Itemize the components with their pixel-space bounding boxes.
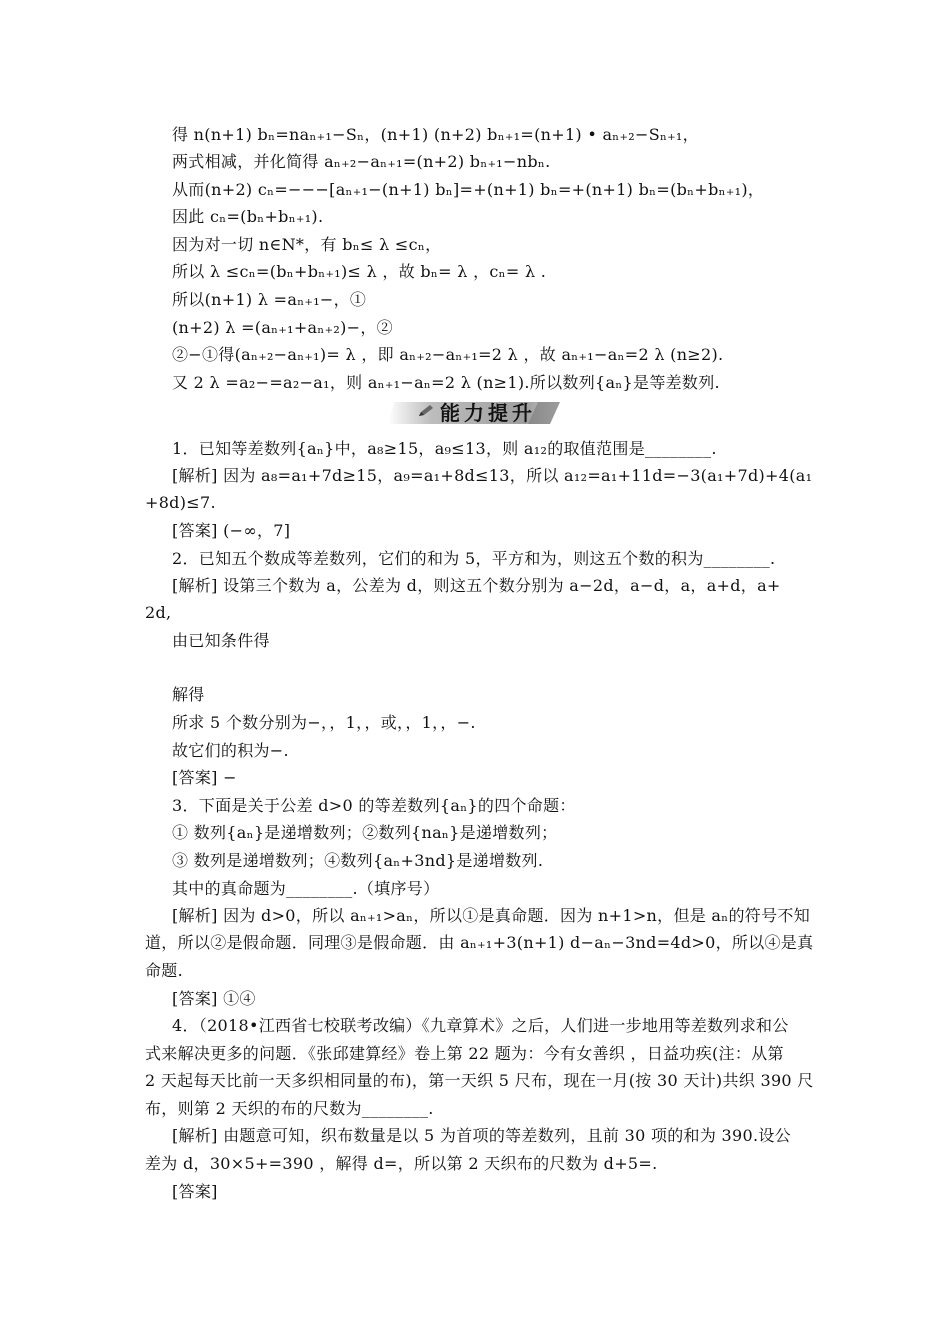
answer-line: [答案] ①④ [172, 989, 256, 1008]
text-line: 因此 cₙ=(bₙ+bₙ₊₁). [172, 207, 324, 226]
analysis-line: +8d)≤7. [145, 493, 216, 512]
analysis-line: 故它们的积为−. [172, 741, 289, 760]
question-line: 其中的真命题为________.（填序号） [172, 879, 440, 898]
analysis-line: 由已知条件得 [172, 631, 270, 650]
section-banner [388, 398, 566, 428]
question-3: 3．下面是关于公差 d>0 的等差数列{aₙ}的四个命题： [172, 796, 576, 815]
question-line: 布，则第 2 天织的布的尺数为________. [145, 1099, 434, 1118]
analysis-line: 2d, [145, 603, 172, 622]
text-line: ②−①得(aₙ₊₂−aₙ₊₁)= λ ，即 aₙ₊₂−aₙ₊₁=2 λ ，故 aₙ₊₁−aₙ=2 λ (n≥2). [172, 345, 724, 364]
text-line: 两式相减，并化简得 aₙ₊₂−aₙ₊₁=(n+2) bₙ₊₁−nbₙ. [172, 152, 551, 171]
section-title: 能力提升 [440, 401, 536, 425]
text-line: 得 n(n+1) bₙ=naₙ₊₁−Sₙ，(n+1) (n+2) bₙ₊₁=(n+1) • aₙ₊₂−Sₙ₊₁， [172, 125, 699, 144]
question-1: 1．已知等差数列{aₙ}中，a₈≥15，a₉≤13，则 a₁₂的取值范围是________. [172, 439, 717, 458]
question-4: 4．（2018•江西省七校联考改编）《九章算术》之后，人们进一步地用等差数列求和公 [172, 1016, 789, 1035]
text-line: 所以 λ ≤cₙ=(bₙ+bₙ₊₁)≤ λ ，故 bₙ= λ ，cₙ= λ . [172, 262, 547, 281]
answer-line: [答案] [172, 1182, 218, 1201]
text-line: 因为对一切 n∈N*，有 bₙ≤ λ ≤cₙ， [172, 235, 442, 254]
analysis-line: 道，所以②是假命题．同理③是假命题．由 aₙ₊₁+3(n+1) d−aₙ−3nd=4d>0，所以④是真 [145, 933, 814, 952]
text-line: (n+2) λ =(aₙ₊₁+aₙ₊₂)−，② [172, 318, 393, 337]
analysis-line: 差为 d，30×5+=390 ，解得 d=，所以第 2 天织布的尺数为 d+5=. [145, 1154, 658, 1173]
text-line: 又 2 λ =a₂−=a₂−a₁，则 aₙ₊₁−aₙ=2 λ (n≥1).所以数列{aₙ}是等差数列. [172, 373, 720, 392]
analysis-line: [解析] 设第三个数为 a，公差为 d，则这五个数分别为 a−2d，a−d，a，a+d，a+ [172, 576, 781, 595]
text-line: 从而(n+2) cₙ=−−−[aₙ₊₁−(n+1) bₙ]=+(n+1) bₙ=+(n+1) bₙ=(bₙ+bₙ₊₁)， [172, 180, 765, 199]
analysis-line: [解析] 因为 d>0，所以 aₙ₊₁>aₙ，所以①是真命题．因为 n+1>n，但是 aₙ的符号不知 [172, 906, 810, 925]
pencil-icon [418, 404, 434, 418]
analysis-line: 解得 [172, 685, 205, 704]
answer-line: [答案] (−∞，7] [172, 521, 291, 540]
analysis-line: 所求 5 个数分别为−，，1，，或，，1，，−. [172, 713, 476, 732]
question-line: 2 天起每天比前一天多织相同量的布)，第一天织 5 尺布，现在一月(按 30 天计)共织 390 尺 [145, 1071, 814, 1090]
analysis-line: 命题. [145, 961, 183, 980]
question-2: 2．已知五个数成等差数列，它们的和为 5，平方和为，则这五个数的积为________. [172, 549, 776, 568]
answer-line: [答案] − [172, 768, 237, 787]
question-line: ③ 数列是递增数列；④数列{aₙ+3nd}是递增数列. [172, 851, 544, 870]
question-line: 式来解决更多的问题．《张邱建算经》卷上第 22 题为：今有女善织 ，日益功疾(注：从第 [145, 1044, 784, 1063]
analysis-line: [解析] 因为 a₈=a₁+7d≥15，a₉=a₁+8d≤13，所以 a₁₂=a₁+11d=−3(a₁+7d)+4(a₁ [172, 466, 813, 485]
text-line: 所以(n+1) λ =aₙ₊₁−，① [172, 290, 367, 309]
analysis-line: [解析] 由题意可知，织布数量是以 5 为首项的等差数列，且前 30 项的和为 390.设公 [172, 1126, 791, 1145]
question-line: ① 数列{aₙ}是递增数列；②数列{naₙ}是递增数列； [172, 823, 558, 842]
